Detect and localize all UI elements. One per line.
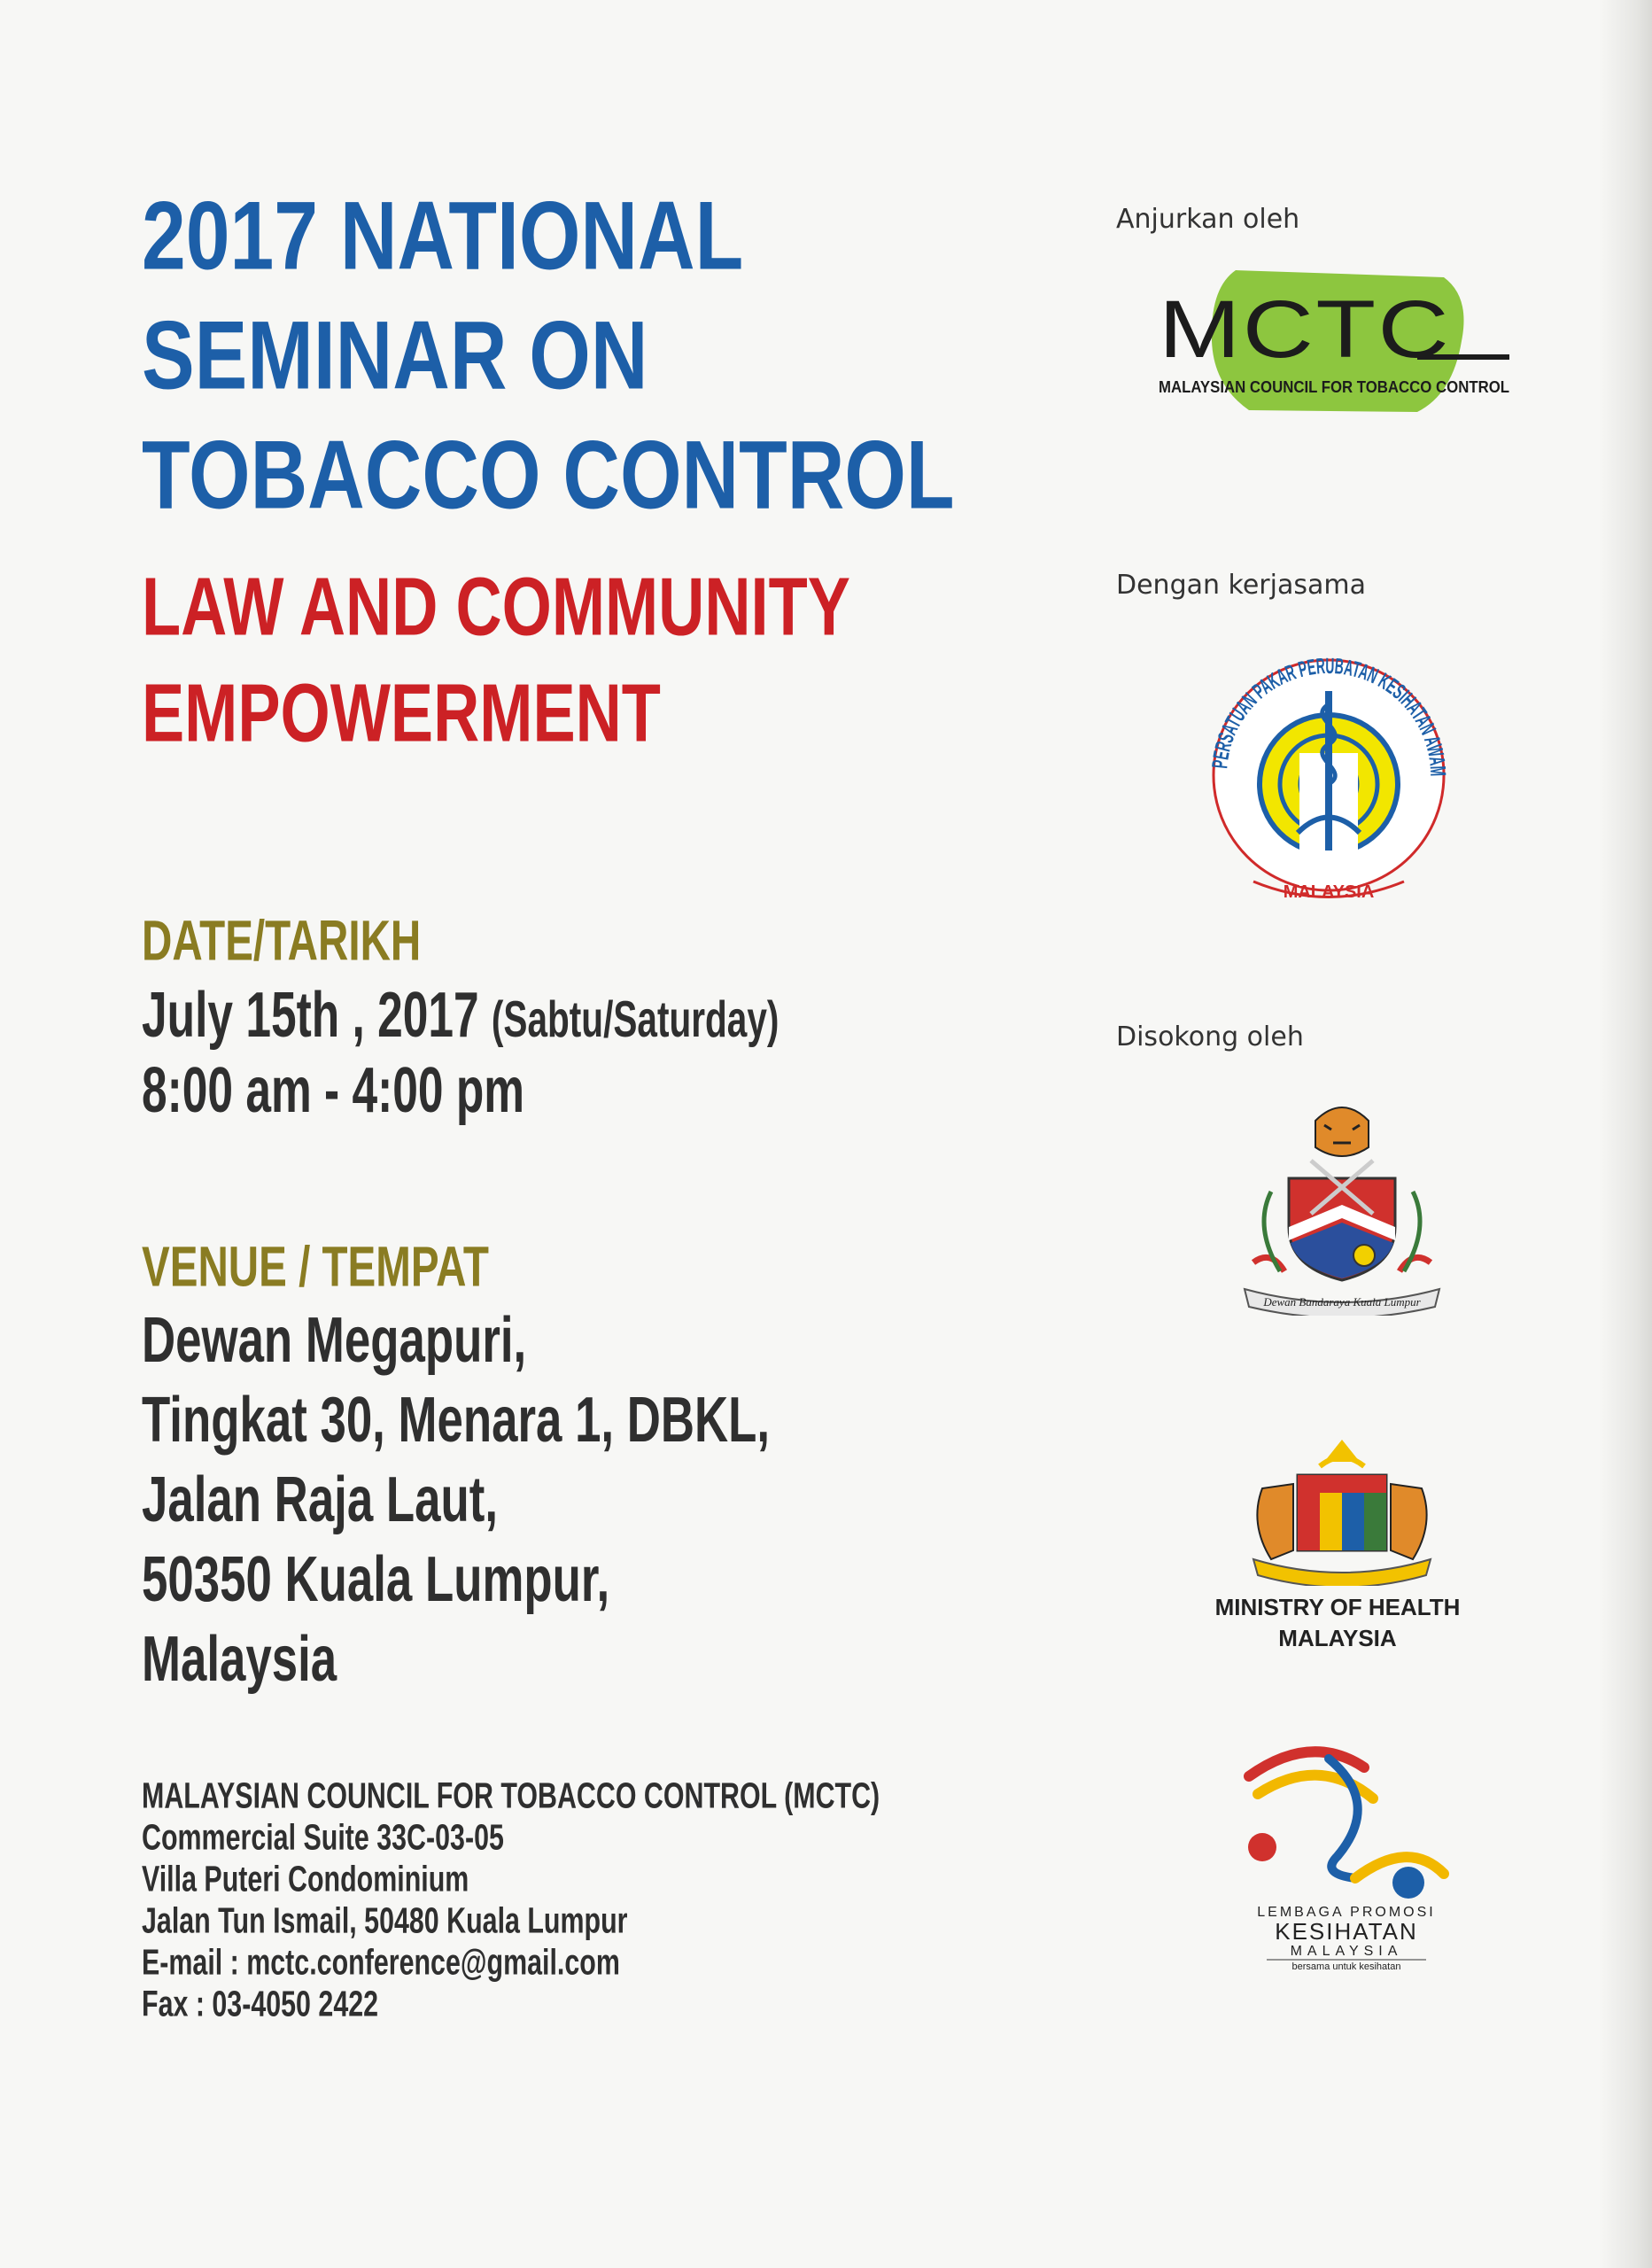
venue-line-5: Malaysia: [142, 1622, 337, 1695]
lpk-tagline: bersama untuk kesihatan: [1291, 1961, 1401, 1971]
subtitle-line-1: LAW AND COMMUNITY: [142, 561, 850, 653]
title-line-2: SEMINAR ON: [142, 302, 648, 410]
contact-fax: Fax : 03-4050 2422: [142, 1984, 379, 2025]
dbkl-crest: [1236, 1094, 1448, 1316]
contact-org: MALAYSIAN COUNCIL FOR TOBACCO CONTROL (MCTC): [142, 1776, 880, 1817]
venue-line-4: 50350 Kuala Lumpur,: [142, 1542, 610, 1615]
contact-email: E-mail : mctc.conference@gmail.com: [142, 1943, 620, 1984]
date-heading: DATE/TARIKH: [142, 909, 422, 973]
mctc-logo-text: MCTC: [1159, 284, 1451, 375]
event-date: July 15th , 2017 (Sabtu/Saturday): [142, 978, 779, 1051]
ministry-line-2: MALAYSIA: [1278, 1625, 1397, 1651]
contact-address-2: Villa Puteri Condominium: [142, 1860, 469, 1900]
mctc-logo-subtext: MALAYSIAN COUNCIL FOR TOBACCO CONTROL: [1159, 378, 1510, 396]
malaysia-coat-of-arms: [1236, 1435, 1448, 1586]
ministry-line-1: MINISTRY OF HEALTH: [1214, 1594, 1461, 1620]
lembaga-promosi-kesihatan-logo: [1231, 1732, 1462, 1971]
organized-by-label: Anjurkan oleh: [1116, 204, 1300, 235]
collaboration-label: Dengan kerjasama: [1116, 570, 1366, 601]
venue-line-2: Tingkat 30, Menara 1, DBKL,: [142, 1383, 771, 1456]
venue-heading: VENUE / TEMPAT: [142, 1235, 489, 1299]
lpk-line-2: KESIHATAN: [1275, 1918, 1418, 1945]
lpk-line-3: MALAYSIA: [1290, 1944, 1403, 1959]
dbkl-ribbon-text: Dewan Bandaraya Kuala Lumpur: [1263, 1295, 1421, 1309]
subtitle-line-2: EMPOWERMENT: [142, 667, 661, 759]
paper-edge-shadow: [1599, 0, 1652, 2268]
mctc-logo: [1152, 261, 1515, 421]
title-line-3: TOBACCO CONTROL: [142, 422, 955, 530]
title-line-1: 2017 NATIONAL: [142, 183, 744, 291]
event-time: 8:00 am - 4:00 pm: [142, 1053, 525, 1126]
ppkka-ring-text: PERSATUAN PAKAR PERUBATAN KESIHATAN AWAM: [1207, 653, 1451, 785]
venue-line-1: Dewan Megapuri,: [142, 1303, 527, 1376]
contact-address-3: Jalan Tun Ismail, 50480 Kuala Lumpur: [142, 1901, 628, 1942]
lpk-line-1: LEMBAGA PROMOSI: [1257, 1905, 1436, 1920]
supported-by-label: Disokong oleh: [1116, 1021, 1304, 1052]
contact-address-1: Commercial Suite 33C-03-05: [142, 1818, 504, 1859]
venue-line-3: Jalan Raja Laut,: [142, 1463, 499, 1535]
ppkka-bottom-text: MALAYSIA: [1283, 882, 1375, 902]
ppkka-logo: [1200, 620, 1457, 913]
